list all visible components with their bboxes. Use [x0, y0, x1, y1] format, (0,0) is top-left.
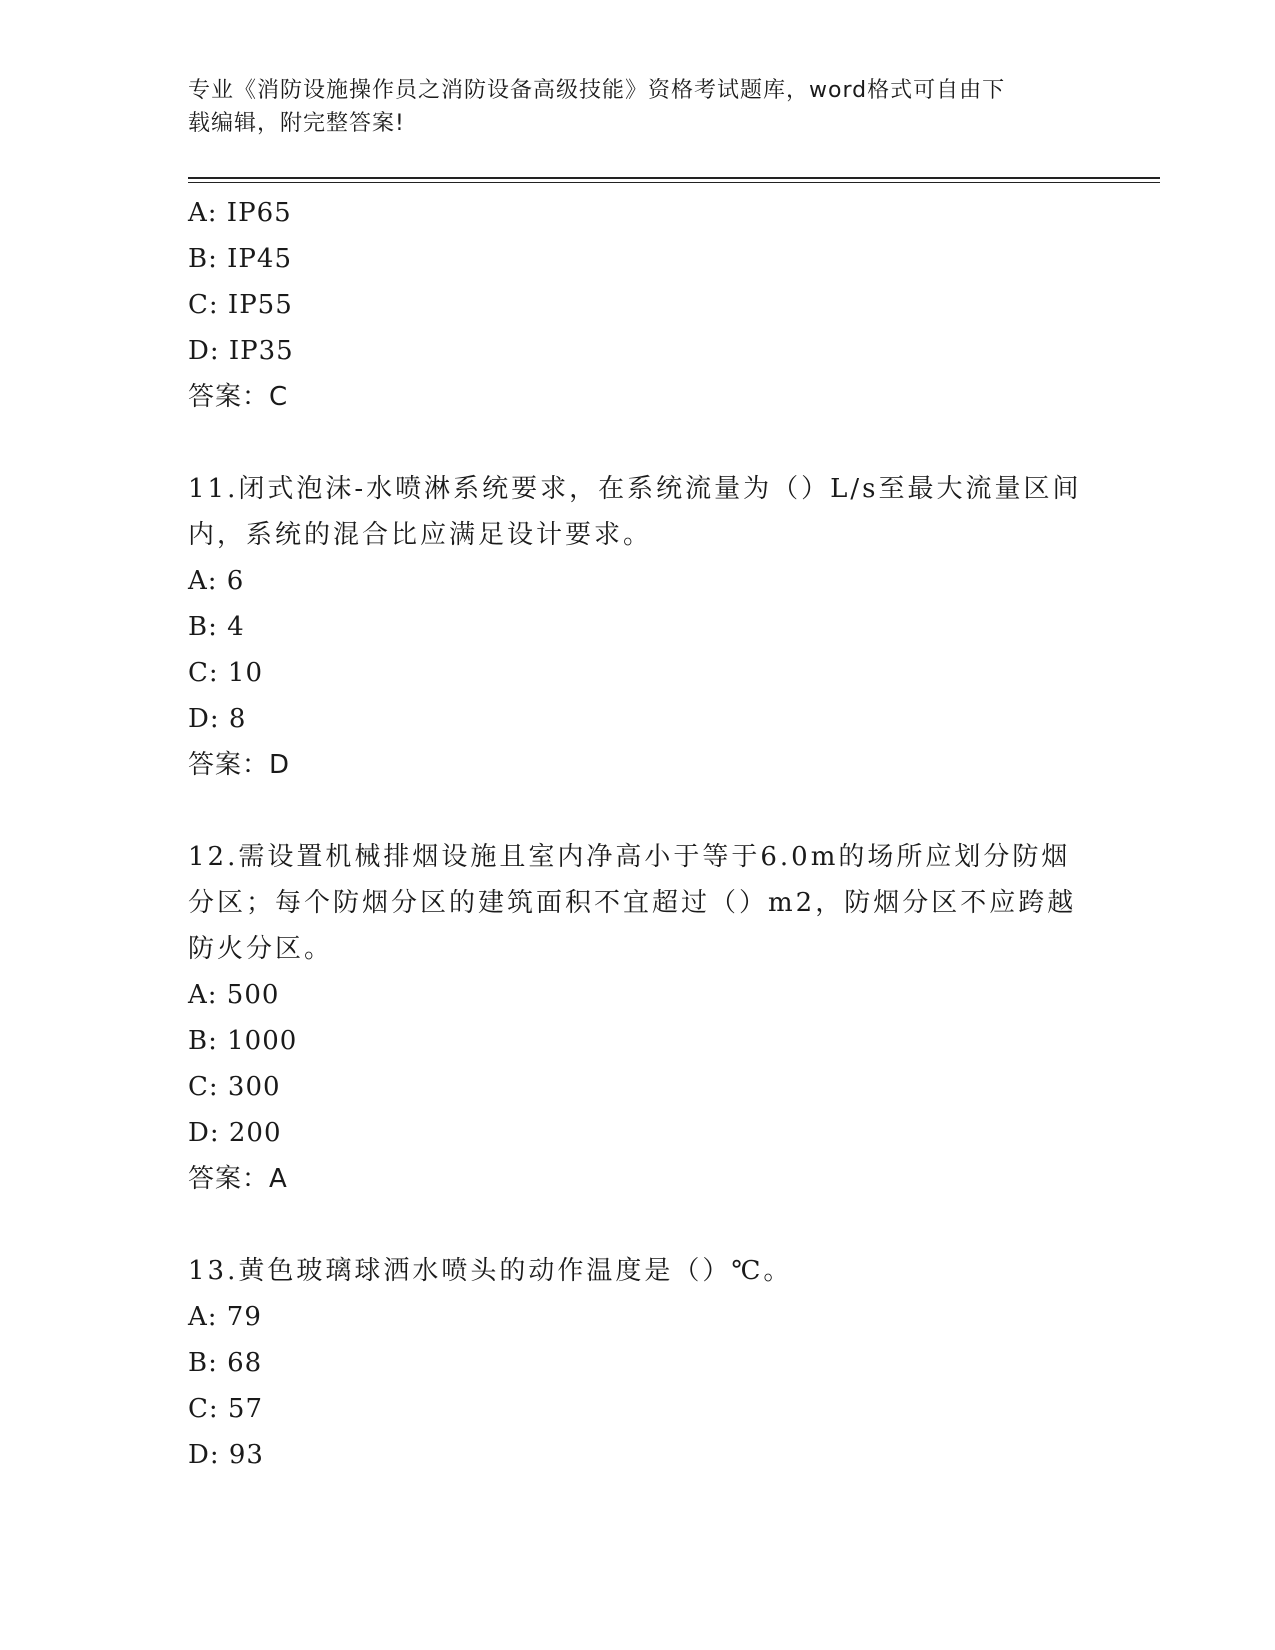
option-b: B: 1000 [188, 1026, 298, 1056]
option-d: D: 93 [188, 1440, 264, 1470]
option-d: D: IP35 [188, 336, 294, 366]
question-13 [188, 1248, 1088, 1478]
header-divider-thin [188, 182, 1160, 183]
option-a: A: IP65 [188, 198, 292, 228]
answer-label: 答案：A [188, 1164, 288, 1194]
option-c: C: 57 [188, 1394, 264, 1424]
header-line-2: 载编辑，附完整答案! [188, 111, 405, 136]
question-text-line: 12.需设置机械排烟设施且室内净高小于等于6.0m的场所应划分防烟 [188, 842, 1071, 872]
document-header [188, 74, 1078, 140]
question-list [188, 190, 1088, 1478]
option-c: C: IP55 [188, 290, 293, 320]
answer-label: 答案：C [188, 382, 289, 412]
option-a: A: 79 [188, 1302, 262, 1332]
option-d: D: 8 [188, 704, 247, 734]
option-c: C: 300 [188, 1072, 281, 1102]
question-text-line: 13.黄色玻璃球洒水喷头的动作温度是（）℃。 [188, 1256, 793, 1286]
question-11 [188, 466, 1088, 788]
question-text-line: 11.闭式泡沫-水喷淋系统要求，在系统流量为（）L/s至最大流量区间 [188, 474, 1082, 504]
option-a: A: 6 [188, 566, 245, 596]
question-12 [188, 834, 1088, 1202]
option-b: B: 68 [188, 1348, 263, 1378]
question-text-line: 内，系统的混合比应满足设计要求。 [188, 520, 653, 550]
option-d: D: 200 [188, 1118, 282, 1148]
option-b: B: 4 [188, 612, 245, 642]
option-c: C: 10 [188, 658, 264, 688]
header-divider-thick [188, 177, 1160, 179]
question-text-line: 防火分区。 [188, 934, 334, 964]
header-line-1: 专业《消防设施操作员之消防设备高级技能》资格考试题库，word格式可自由下 [188, 78, 1006, 103]
question-10-tail [188, 190, 1088, 420]
question-text-line: 分区；每个防烟分区的建筑面积不宜超过（）m2，防烟分区不应跨越 [188, 888, 1077, 918]
option-a: A: 500 [188, 980, 280, 1010]
option-b: B: IP45 [188, 244, 292, 274]
answer-label: 答案：D [188, 750, 291, 780]
